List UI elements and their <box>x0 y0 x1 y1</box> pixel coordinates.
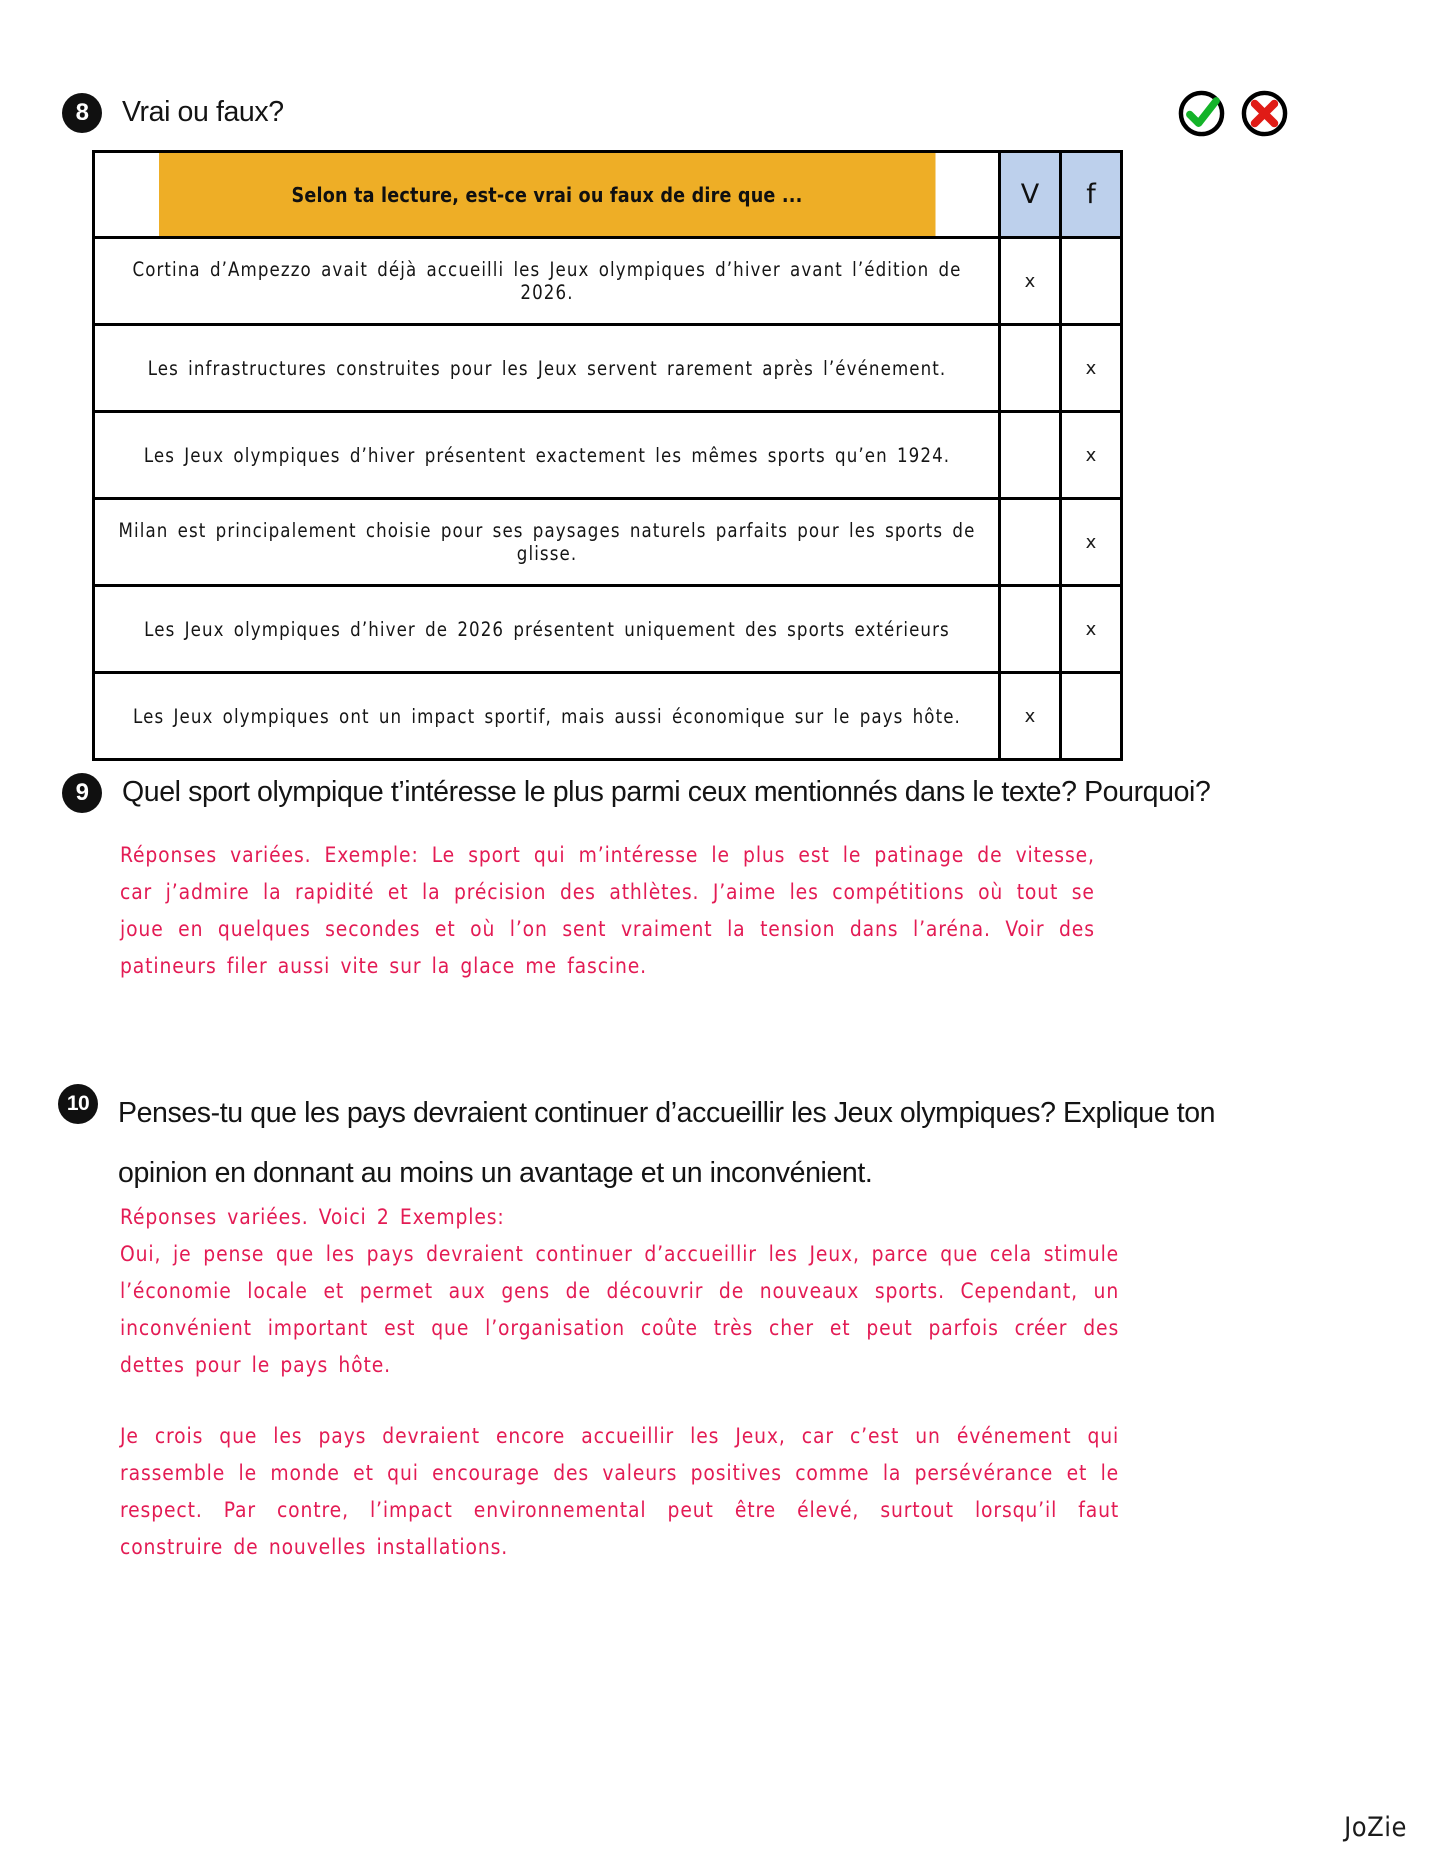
table-header-row <box>94 152 1122 238</box>
faux-checkbox[interactable]: x <box>1061 586 1122 673</box>
answer-example-2: Je crois que les pays devraient encore accueillir les Jeux, car c’est un événement qui rassemble le monde et qui encourage des valeurs positives comme la persévérance et le respect. Par contre, l’impact environnemental peut être élevé, surtout lorsqu’il faut construire de nouvelles installations. <box>120 1423 1120 1560</box>
vrai-checkbox[interactable] <box>1000 325 1061 412</box>
table-row <box>94 673 1122 760</box>
question-8-title: Vrai ou faux? <box>122 96 284 128</box>
question-9-number: 9 <box>62 773 102 813</box>
statement-text: Milan est principalement choisie pour ses paysages naturels parfaits pour les sports de glisse. <box>116 499 977 586</box>
question-9-title: Quel sport olympique t’intéresse le plus parmi ceux mentionnés dans le texte? Pourquoi? <box>122 776 1211 808</box>
table-row <box>94 412 1122 499</box>
footer-signature: JoZie <box>1344 1812 1407 1843</box>
true-false-table <box>92 150 1123 761</box>
question-10-title: Penses-tu que les pays devraient continuer d’accueillir les Jeux olympiques? Explique ton opinion en donnant au moins un avantage et un inconvénient. <box>118 1097 1216 1189</box>
statement-text: Cortina d’Ampezzo avait déjà accueilli les Jeux olympiques d’hiver avant l’édition de 2026. <box>116 238 977 325</box>
vrai-checkbox[interactable] <box>1000 499 1061 586</box>
vrai-checkbox[interactable]: x <box>1000 673 1061 760</box>
faux-checkbox[interactable]: x <box>1061 499 1122 586</box>
question-8-number: 8 <box>62 93 102 133</box>
question-10-answer[interactable] <box>120 1200 1119 1567</box>
table-row <box>94 325 1122 412</box>
answer-example-1: Oui, je pense que les pays devraient continuer d’accueillir les Jeux, parce que cela stimule l’économie locale et permet aux gens de découvrir de nouveaux sports. Cependant, un inconvénient important est que l’organisation coûte très cher et peut parfois créer des dettes pour le pays hôte. <box>120 1241 1120 1378</box>
table-row <box>94 499 1122 586</box>
answer-paragraph: Réponses variées. Exemple: Le sport qui m’intéresse le plus est le patinage de vitesse, car j’admire la rapidité et la précision des athlètes. J’aime les compétitions où tout se joue en quelques secondes et où l’on sent vraiment la tension dans l’aréna. Voir des patineurs filer aussi vite sur la glace me fascine. <box>120 843 1095 979</box>
question-8-heading <box>62 93 284 133</box>
correction-marks <box>1177 89 1289 138</box>
statement-text: Les Jeux olympiques ont un impact sportif, mais aussi économique sur le pays hôte. <box>116 673 977 760</box>
faux-checkbox[interactable]: x <box>1061 325 1122 412</box>
question-10-heading <box>58 1084 1218 1204</box>
faux-checkbox[interactable] <box>1061 673 1122 760</box>
header-statement: Selon ta lecture, est-ce vrai ou faux de dire que ... <box>157 152 936 238</box>
question-9-answer[interactable] <box>120 838 1095 986</box>
statement-text: Les Jeux olympiques d’hiver présentent exactement les mêmes sports qu’en 1924. <box>116 412 977 499</box>
vrai-checkbox[interactable] <box>1000 586 1061 673</box>
header-vrai: V <box>1000 152 1061 238</box>
vrai-checkbox[interactable] <box>1000 412 1061 499</box>
faux-checkbox[interactable] <box>1061 238 1122 325</box>
answer-intro: Réponses variées. Voici 2 Exemples: <box>120 1205 505 1230</box>
header-faux: f <box>1061 152 1122 238</box>
vrai-checkbox[interactable]: x <box>1000 238 1061 325</box>
table-row <box>94 586 1122 673</box>
check-circle-icon <box>1177 89 1226 138</box>
cross-circle-icon <box>1240 89 1289 138</box>
table-body <box>94 238 1122 760</box>
question-9-heading <box>62 773 1210 813</box>
faux-checkbox[interactable]: x <box>1061 412 1122 499</box>
statement-text: Les infrastructures construites pour les Jeux servent rarement après l’événement. <box>116 325 977 412</box>
statement-text: Les Jeux olympiques d’hiver de 2026 présentent uniquement des sports extérieurs <box>116 586 977 673</box>
question-10-number: 10 <box>58 1084 98 1124</box>
table-row <box>94 238 1122 325</box>
